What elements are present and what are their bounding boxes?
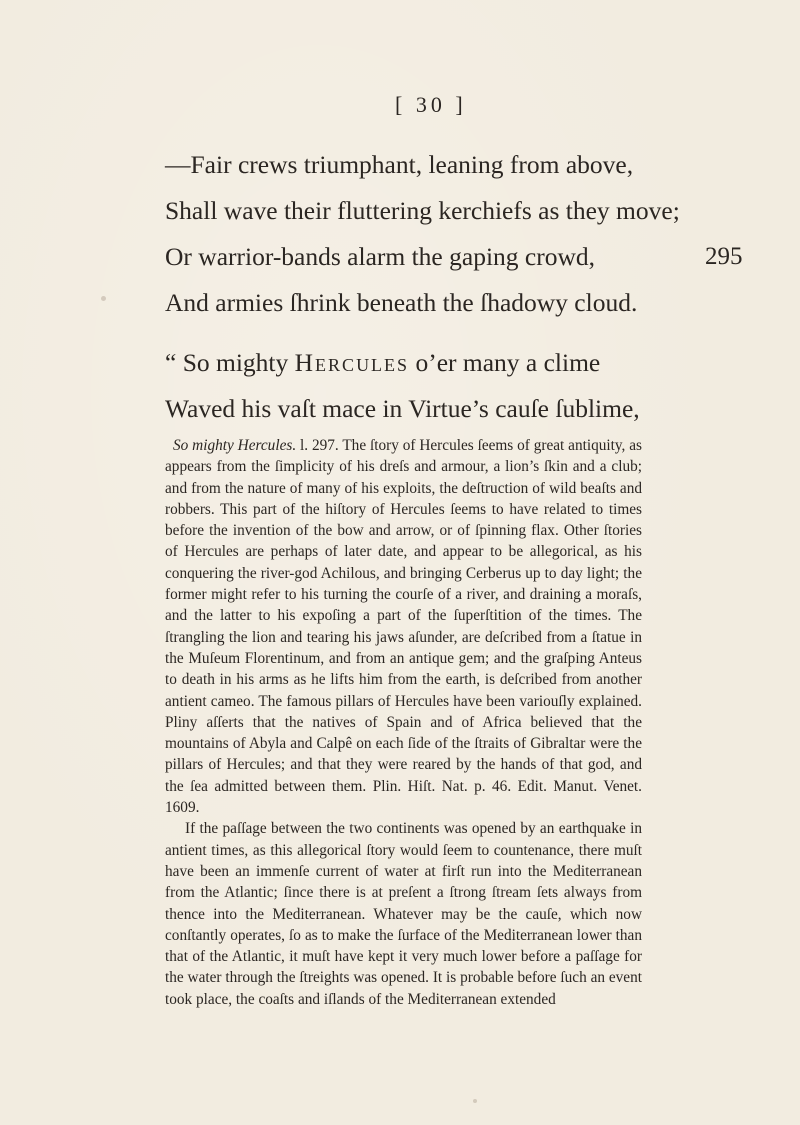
verse-line-2: Shall wave their fluttering kerchiefs as they move;: [165, 196, 680, 225]
verse-line-5-post: o’er many a clime: [409, 348, 601, 377]
footnote-lead: So mighty Hercules.: [173, 437, 297, 454]
hercules-name: Hercules: [294, 348, 410, 377]
footnote: [165, 435, 642, 1010]
footnote-paragraph-2: If the paſſage between the two continents was opened by an earthquake in antient times, as this allegorical ſtory would ſeem to countenance, there muſt have been an immenſe current of water at firſt run into the Mediterranean from the Atlantic; ſince there is at preſent a ſtrong ſtream ſets always from thence into the Mediterranean. Whatever may be the cauſe, which now conſtantly operates, ſo as to make the ſurface of the Mediterranean lower than that of the Atlantic, it muſt have kept it very much lower before a paſſage for the water through the ſtreights was opened. It is probable before ſuch an event took place, the coaſts and iſlands of the Mediterranean extended: [165, 820, 642, 1008]
foxing-spot: [101, 296, 106, 301]
footnote-paragraph-1: [165, 435, 642, 818]
verse-line-4: And armies ſhrink beneath the ſhadowy cloud.: [165, 288, 638, 317]
line-number: 295: [705, 243, 743, 270]
verse-line-3: [165, 234, 743, 280]
verse-line-1: —Fair crews triumphant, leaning from above,: [165, 150, 634, 179]
verse-line-6: Waved his vaſt mace in Virtue’s cauſe ſublime,: [165, 394, 640, 423]
verse-stanza-2: [165, 340, 640, 432]
foxing-spot: [473, 1099, 477, 1103]
page-number: [ 30 ]: [395, 92, 467, 117]
verse-line-5: [165, 340, 640, 386]
verse-stanza-1: [165, 142, 743, 326]
verse-line-3-text: Or warrior-bands alarm the gaping crowd,: [165, 242, 596, 271]
footnote-paragraph-1-text: l. 297. The ſtory of Hercules ſeems of great antiquity, as appears from the ſimplicity of his dreſs and armour, a lion’s ſkin and a club; and from the nature of many of his exploits, the deſtruction of wild beaſts and robbers. This part of the hiſtory of Hercules ſeems to have related to times before the invention of the bow and arrow, or of ſpinning flax. Other ſtories of Hercules are perhaps of later date, and appear to be allegorical, as his conquering the river-god Achilous, and bringing Cerberus up to day light; the former might refer to his turning the courſe of a river, and draining a moraſs, and the latter to his expoſing a part of the ſuperſtition of the times. The ſtrangling the lion and tearing his jaws aſunder, are deſcribed from a ſtatue in the Muſeum Florentinum, and from an antique gem; and the graſping Anteus to death in his arms as he lifts him from the earth, is deſcribed from another antient cameo. The famous pillars of Hercules have been variouſly explained. Pliny aſſerts that the natives of Spain and of Africa believed that the mountains of Abyla and Calpê on each ſide of the ſtraits of Gibraltar were the pillars of Hercules; and that they were reared by the hands of that god, and the ſea admitted between them. Plin. Hiſt. Nat. p. 46. Edit. Manut. Venet. 1609.: [165, 437, 642, 817]
verse-line-5-pre: “ So mighty: [165, 348, 295, 377]
